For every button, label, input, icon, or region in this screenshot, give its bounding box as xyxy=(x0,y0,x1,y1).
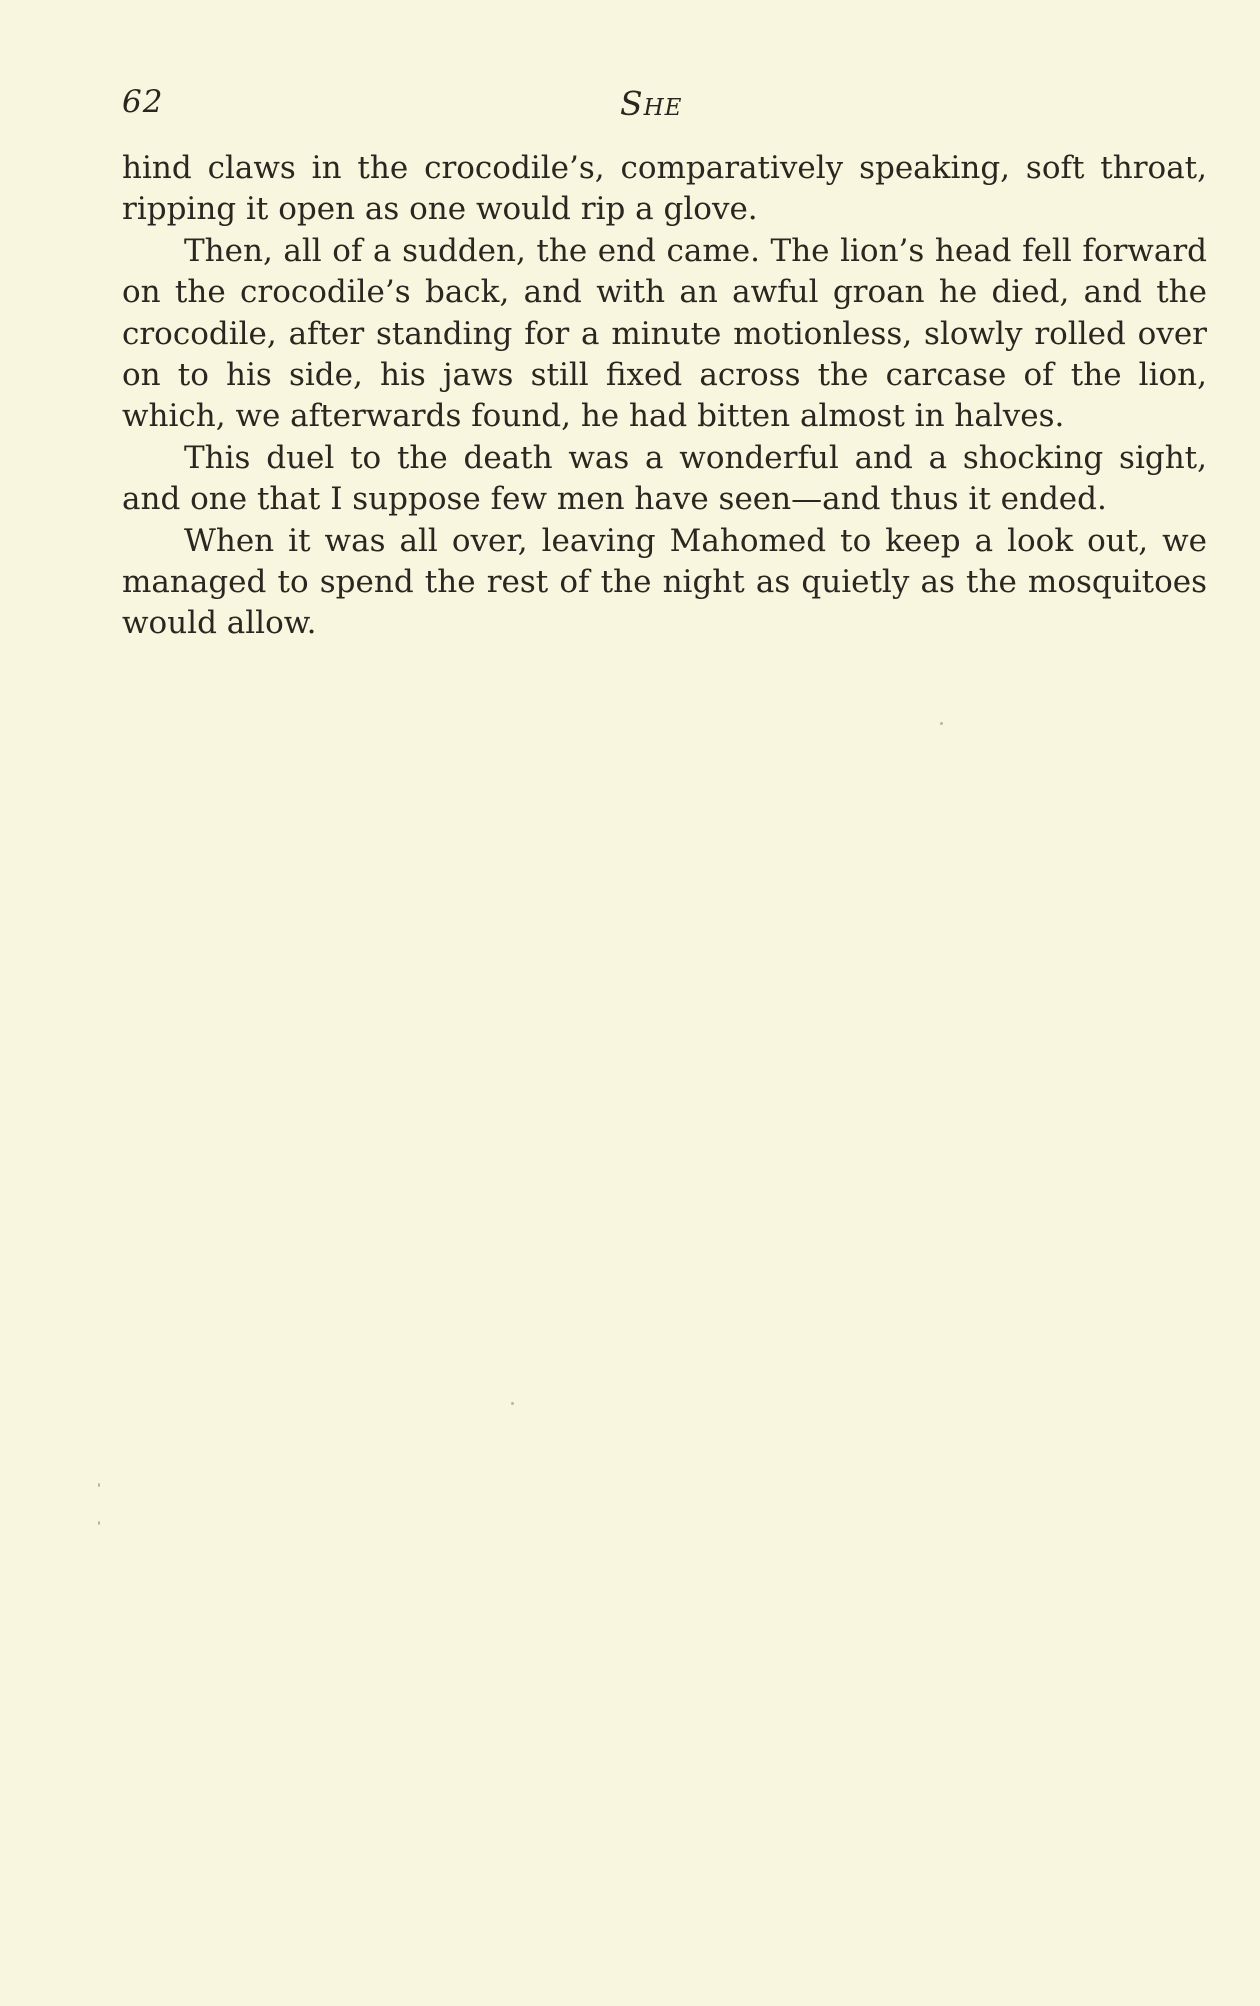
paragraph-duel: This duel to the death was a wonderful and a shocking sight, and one that I suppose few men have seen—and thus it ended. xyxy=(122,439,1207,518)
running-title: She xyxy=(620,84,683,123)
paper-speck xyxy=(511,1402,514,1405)
running-head xyxy=(122,84,1207,132)
page-number: 62 xyxy=(122,84,164,120)
paper-speck xyxy=(940,722,943,725)
paper-speck xyxy=(98,1521,100,1525)
paragraph-night: When it was all over, leaving Mahomed to keep a look out, we managed to spend the rest of the night as quietly as the mosquitoes would allow. xyxy=(122,522,1207,642)
body-text xyxy=(122,148,1207,645)
paper-speck xyxy=(98,1483,100,1487)
paragraph-lion-death: Then, all of a sudden, the end came. The lion’s head fell forward on the crocodile’s back, and with an awful groan he died, and the crocodile, after standing for a minute motionless, slowly rolled over on to his side, his jaws still fixed across the carcase of the lion, which, we afterwards found, he had bitten almost in halves. xyxy=(122,232,1207,435)
paragraph-continuation: hind claws in the crocodile’s, comparatively speaking, soft throat, ripping it open as one would rip a glove. xyxy=(122,150,1207,228)
